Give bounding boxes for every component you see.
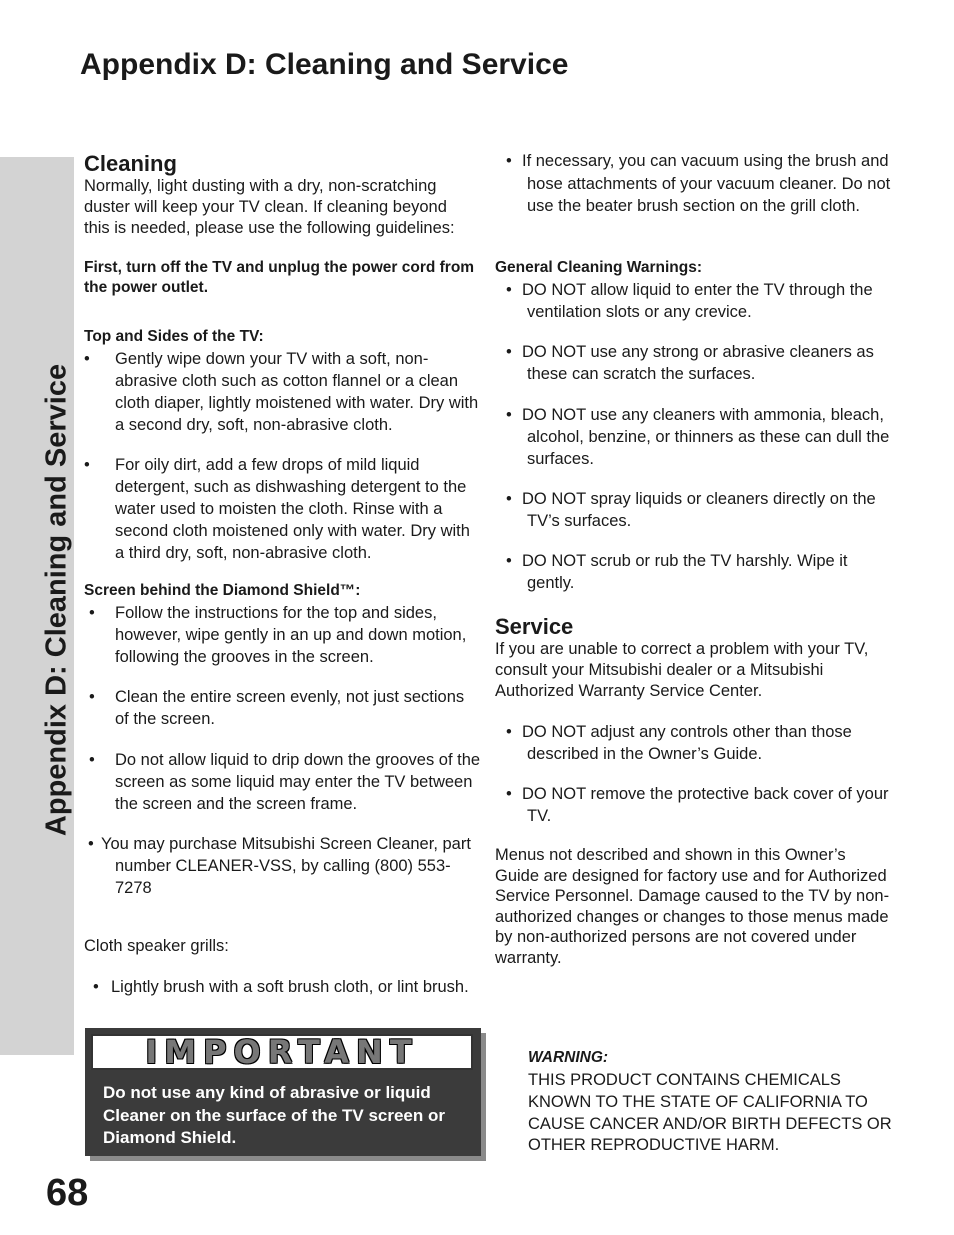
page-number: 68 [46,1172,89,1214]
list-item: • You may purchase Mitsubishi Screen Cleaner, part number CLEANER-VSS, by calling (800) 553-7278 [88,833,478,899]
sidebar-title: Appendix D: Cleaning and Service [40,363,73,837]
list-item-text: Lightly brush with a soft brush cloth, or lint brush. [111,978,469,996]
list-item-text: Follow the instructions for the top and sides, however, wipe gently in an up and down motion, following the grooves in the screen. [115,604,467,666]
list-item: • DO NOT allow liquid to enter the TV through the ventilation slots or any crevice. [506,279,892,323]
service-intro: If you are unable to correct a problem with your TV, consult your Mitsubishi dealer or a Mitsubishi Authorized Warranty Service Center. [495,640,869,700]
list-item: • DO NOT adjust any controls other than those described in the Owner’s Guide. [506,721,892,765]
cleaning-intro: Normally, light dusting with a dry, non-scratching duster will keep your TV clean. If cleaning beyond this is needed, please use the following guidelines: [84,177,455,237]
list-item-text: For oily dirt, add a few drops of mild liquid detergent, such as dishwashing detergent to the water used to moisten the cloth. Rinse with a second cloth moistened only with water. Dry with a third dry, soft, non-abrasive cloth. [115,456,470,562]
list-item-text: DO NOT spray liquids or cleaners directly on the TV’s surfaces. [522,490,876,530]
top-sides-heading: Top and Sides of the TV: [84,328,264,345]
warnings-heading: General Cleaning Warnings: [495,259,702,276]
list-item-text: DO NOT scrub or rub the TV harshly. Wipe it gently. [522,552,848,592]
list-item-text: DO NOT use any strong or abrasive cleaners as these can scratch the surfaces. [522,343,874,383]
list-item: • For oily dirt, add a few drops of mild liquid detergent, such as dishwashing detergent to the water used to moisten the cloth. Rinse with a second cloth moistened only with water. Dry with a third dry, soft, non-abrasive cloth. [84,454,482,564]
list-item-text: DO NOT allow liquid to enter the TV through the ventilation slots or any crevice. [522,281,873,321]
list-item: • Do not allow liquid to drip down the grooves of the screen as some liquid may enter the TV between the screen and the screen frame. [89,751,481,813]
important-text: Do not use any kind of abrasive or liquid Cleaner on the surface of the TV screen or Diamond Shield. [103,1083,445,1147]
list-item: • If necessary, you can vacuum using the brush and hose attachments of your vacuum cleaner. Do not use the beater brush section on the grill cloth. [506,150,892,218]
important-notice-box [85,1028,481,1156]
service-heading: Service [495,614,574,639]
list-item-text: Do not allow liquid to drip down the grooves of the screen as some liquid may enter the TV between the screen and the screen frame. [115,751,481,813]
grills-heading: Cloth speaker grills: [84,937,229,955]
screen-heading: Screen behind the Diamond Shield™: [84,582,361,599]
list-item-text: DO NOT use any cleaners with ammonia, bleach, alcohol, benzine, or thinners as these can dull the surfaces. [522,406,890,468]
list-item-text: Clean the entire screen evenly, not just sections of the screen. [115,688,465,728]
important-banner [91,1034,473,1070]
list-item-text: DO NOT remove the protective back cover of your TV. [522,785,889,825]
list-item: • DO NOT spray liquids or cleaners directly on the TV’s surfaces. [506,488,892,532]
list-item: • DO NOT remove the protective back cover of your TV. [506,783,892,827]
warning-heading: WARNING: [528,1049,609,1066]
cleaning-heading: Cleaning [84,151,177,176]
list-item-text: Gently wipe down your TV with a soft, non-abrasive cloth such as cotton flannel or a clean cloth diaper, lightly moistened with water. Dry with a second dry, soft, non-abrasive cloth. [115,350,479,434]
list-item: • DO NOT use any strong or abrasive cleaners as these can scratch the surfaces. [506,341,892,385]
list-item: • Lightly brush with a soft brush cloth, or lint brush. [93,976,481,998]
list-item-text: You may purchase Mitsubishi Screen Cleaner, part number CLEANER-VSS, by calling (800) 553-7278 [101,835,471,897]
list-item: • DO NOT use any cleaners with ammonia, bleach, alcohol, benzine, or thinners as these can dull the surfaces. [506,404,892,470]
list-item: • DO NOT scrub or rub the TV harshly. Wipe it gently. [506,550,892,594]
list-item: • Follow the instructions for the top and sides, however, wipe gently in an up and down motion, following the grooves in the screen. [84,602,482,668]
warning-text: THIS PRODUCT CONTAINS CHEMICALS KNOWN TO THE STATE OF CALIFORNIA TO CAUSE CANCER AND/OR BIRTH DEFECTS OR OTHER REPRODUCTIVE HARM. [528,1071,892,1155]
list-item: • Gently wipe down your TV with a soft, non-abrasive cloth such as cotton flannel or a clean cloth diaper, lightly moistened with water. Dry with a second dry, soft, non-abrasive cloth. [84,348,482,436]
first-step-instruction: First, turn off the TV and unplug the power cord from the power outlet. [84,259,475,296]
list-item-text: If necessary, you can vacuum using the brush and hose attachments of your vacuum cleaner. Do not use the beater brush section on the grill cloth. [522,152,891,215]
important-label: IMPORTANT [145,1033,419,1071]
page-title: Appendix D: Cleaning and Service [80,48,569,81]
list-item: • Clean the entire screen evenly, not just sections of the screen. [84,686,482,730]
list-item-text: DO NOT adjust any controls other than those described in the Owner’s Guide. [522,723,852,763]
menus-note: Menus not described and shown in this Owner’s Guide are designed for factory use and for Authorized Service Personnel. Damage caused to the TV by non-authorized changes or changes to those menus made by non-authorized persons are not covered under warranty. [495,846,890,967]
